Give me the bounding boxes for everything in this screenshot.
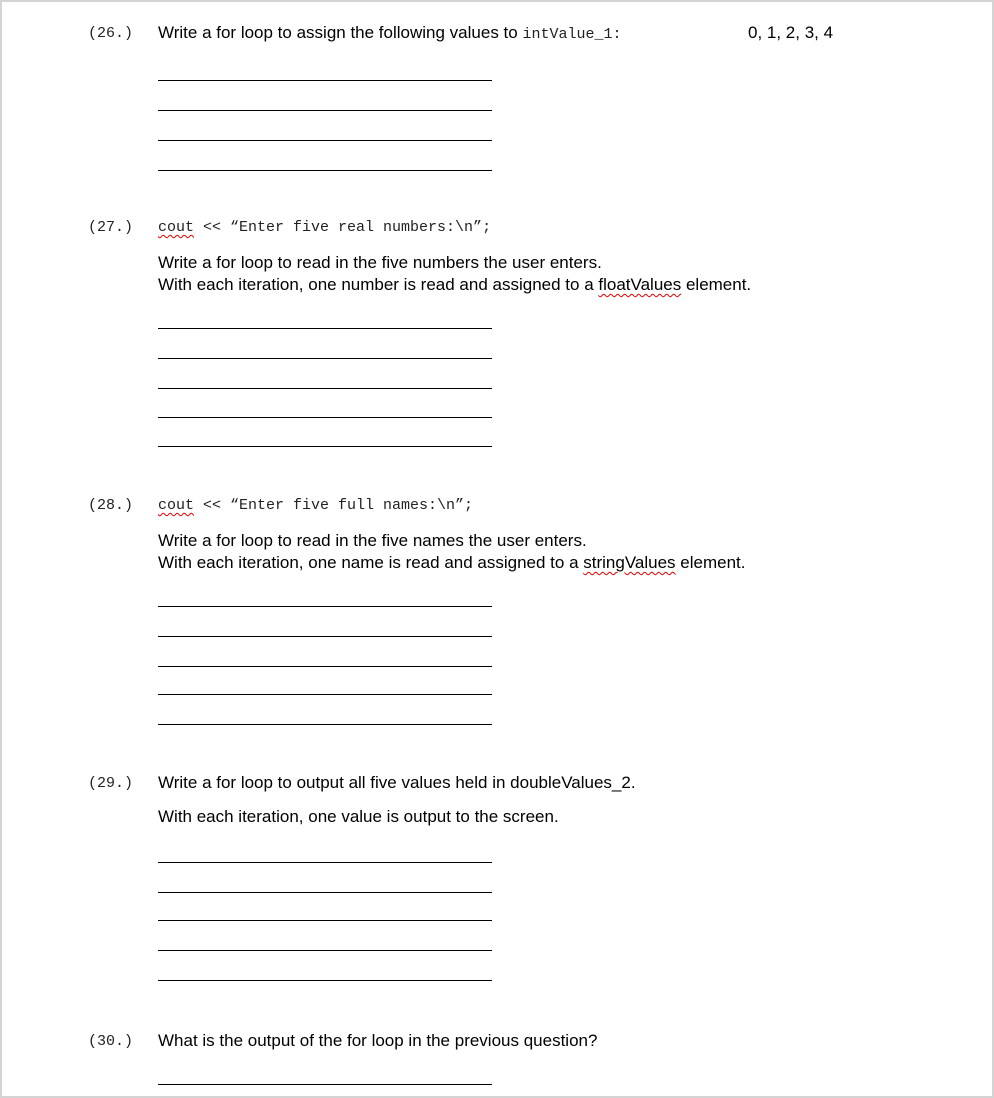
question-number: (26.) (88, 25, 134, 42)
answer-line (158, 724, 492, 725)
question-number: (27.) (88, 219, 134, 236)
instruction-line: What is the output of the for loop in the previous question? (158, 1031, 598, 1050)
answer-line (158, 328, 492, 329)
answer-line (158, 892, 492, 893)
code-rest: << “Enter five real numbers:\n”; (194, 219, 492, 236)
question-number: (30.) (88, 1033, 134, 1050)
answer-line (158, 920, 492, 921)
answer-line (158, 950, 492, 951)
answer-line (158, 666, 492, 667)
instruction-line (158, 275, 751, 295)
answer-line (158, 358, 492, 359)
instruction-line: Write a for loop to read in the five names the user enters. (158, 531, 587, 550)
answer-line (158, 636, 492, 637)
prompt-text: Write a for loop to assign the following values to (158, 23, 523, 42)
instruction-line: With each iteration, one value is output to the screen. (158, 807, 559, 826)
code-keyword: cout (158, 219, 195, 236)
answer-line (158, 446, 492, 447)
answer-line (158, 417, 492, 418)
code-rest: << “Enter five full names:\n”; (194, 497, 474, 514)
code-keyword: cout (158, 497, 195, 514)
instruction-line (158, 553, 746, 573)
variable-name: intValue_1 (522, 26, 613, 43)
answer-line (158, 110, 492, 111)
answer-line (158, 80, 492, 81)
code-statement (158, 497, 473, 514)
answer-line (158, 694, 492, 695)
colon: : (612, 26, 622, 43)
variable-name: stringValues (583, 553, 676, 572)
instruction-text: element. (675, 553, 746, 572)
answer-line (158, 606, 492, 607)
answer-line (158, 388, 492, 389)
question-number: (28.) (88, 497, 134, 514)
instruction-text: element. (681, 275, 752, 294)
variable-name: floatValues (598, 275, 682, 294)
instruction-line: Write a for loop to read in the five numbers the user enters. (158, 253, 602, 272)
answer-line (158, 170, 492, 171)
answer-line (158, 1084, 492, 1085)
instruction-text: With each iteration, one name is read and assigned to a (158, 553, 584, 572)
answer-line (158, 980, 492, 981)
assign-values: 0, 1, 2, 3, 4 (748, 23, 834, 42)
instruction-line: Write a for loop to output all five values held in doubleValues_2. (158, 773, 636, 792)
answer-line (158, 862, 492, 863)
question-prompt (158, 23, 621, 43)
answer-line (158, 140, 492, 141)
code-statement (158, 219, 491, 236)
question-number: (29.) (88, 775, 134, 792)
instruction-text: With each iteration, one number is read and assigned to a (158, 275, 599, 294)
